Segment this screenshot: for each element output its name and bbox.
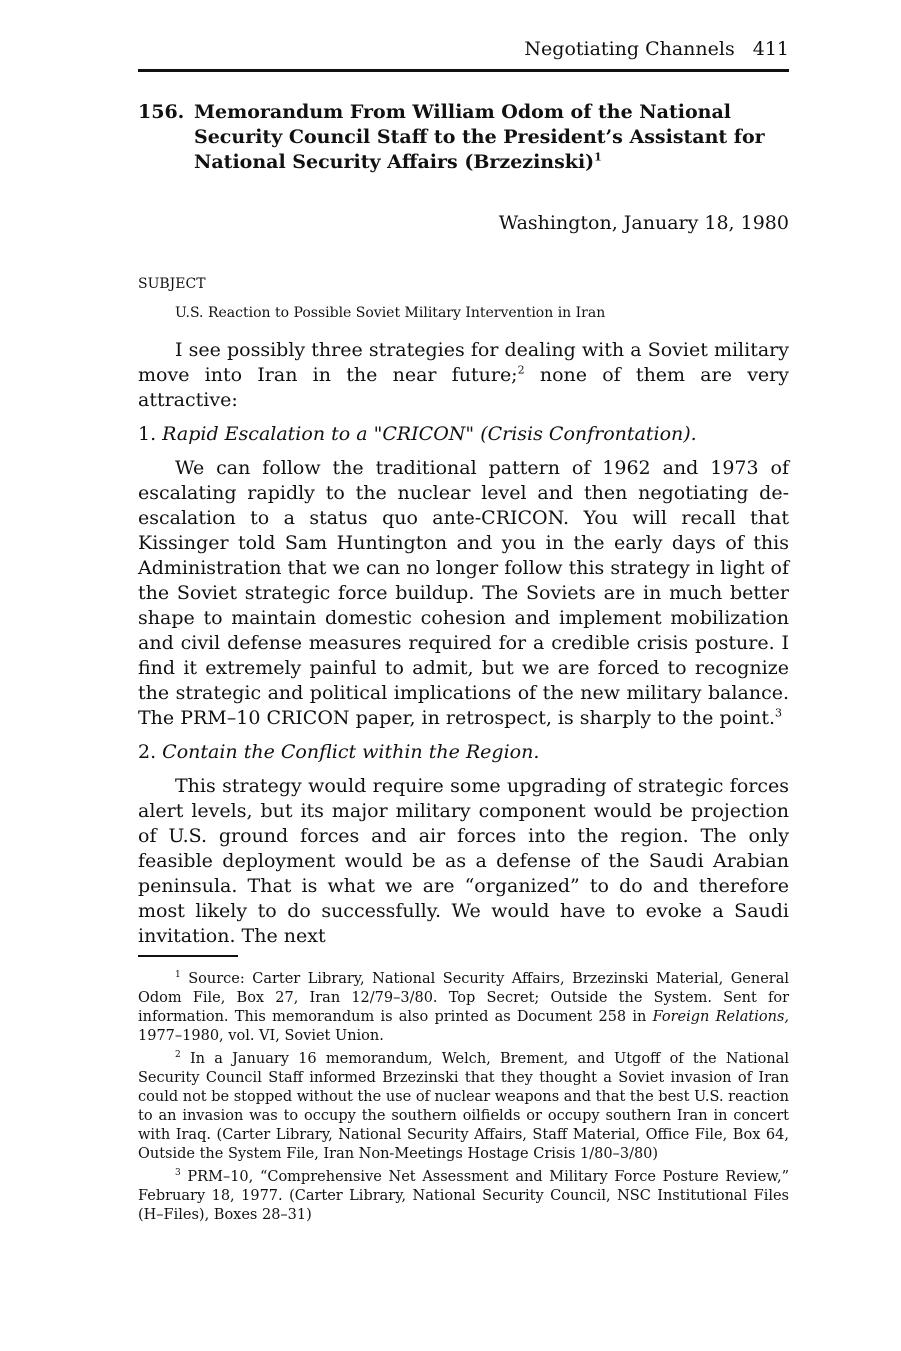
page-number: 411 bbox=[752, 38, 789, 60]
intro-paragraph: I see possibly three strategies for dealing with a Soviet military move into Iran in the near future;$^2$ none of them are very attractive: bbox=[138, 339, 789, 411]
footnote-3: $^3$ PRM–10, “Comprehensive Net Assessment and Military Force Posture Review,” February 18, 1977. (Carter Library, National Security Council, NSC Institutional Files (H–Files), Boxes 28–31) bbox=[138, 1168, 789, 1223]
footnote-ref-2: 2 bbox=[517, 363, 525, 377]
memo-body bbox=[138, 338, 789, 949]
subject-text: U.S. Reaction to Possible Soviet Military Intervention in Iran bbox=[175, 305, 606, 321]
footnote-2: $^2$ In a January 16 memorandum, Welch, Brement, and Utgoff of the National Security Council Staff informed Brzezinski that they thought a Soviet invasion of Iran could not be stopped without the use of nuclear weapons and that the best U.S. reaction to an invasion was to occupy the southern oilfields or occupy southern Iran in concert with Iraq. (Carter Library, National Security Affairs, Staff Material, Office File, Box 64, Outside the System File, Iran Non-Meetings Hostage Crisis 1/80–3/80) bbox=[138, 1050, 789, 1162]
running-title: Negotiating Channels bbox=[524, 38, 735, 60]
footnote-rule bbox=[138, 955, 238, 957]
running-header bbox=[524, 38, 789, 60]
document-number: 156. bbox=[138, 101, 185, 123]
strategy-2-heading: 2. Contain the Conflict within the Region. bbox=[138, 741, 540, 763]
strategy-2-paragraph: This strategy would require some upgrading of strategic forces alert levels, but its major military component would be projection of U.S. ground forces and air forces into the region. The only feasible deployment would be as a defense of the Saudi Arabian peninsula. That is what we are “organized” to do and therefore most likely to do successfully. We would have to evoke a Saudi invitation. The next bbox=[138, 775, 789, 947]
footnote-ref-1: 1 bbox=[594, 150, 602, 164]
strategy-1-heading: 1. Rapid Escalation to a "CRICON" (Crisis Confrontation). bbox=[138, 423, 697, 445]
strategy-1-paragraph: We can follow the traditional pattern of 1962 and 1973 of escalating rapidly to the nuclear level and then negotiating de-escalation to a status quo ante-CRICON. You will recall that Kissinger told Sam Huntington and you in the early days of this Administration that we can no longer follow this strategy in light of the Soviet strategic force buildup. The Soviets are in much better shape to maintain domestic cohesion and implement mobilization and civil defense measures required for a credible crisis posture. I find it extremely painful to admit, but we are forced to recognize the strategic and political implications of the new military balance. The PRM–10 CRICON paper, in retrospect, is sharply to the point.$^3$ bbox=[138, 457, 789, 729]
footnote-1: $^1$ Source: Carter Library, National Security Affairs, Brzezinski Material, General Odom File, Box 27, Iran 12/79–3/80. Top Secret; Outside the System. Sent for information. This memorandum is also printed as Document 258 in Foreign Relations, 1977–1980, vol. VI, Soviet Union. bbox=[138, 970, 789, 1044]
document-heading bbox=[138, 100, 789, 175]
dateline: Washington, January 18, 1980 bbox=[498, 212, 789, 234]
header-rule bbox=[138, 69, 789, 72]
document-title: Memorandum From William Odom of the National Security Council Staff to the President’s Assistant for National Security Affairs (Brzezinski) bbox=[194, 101, 765, 173]
footnotes bbox=[138, 970, 789, 1229]
footnote-ref-3: 3 bbox=[775, 706, 783, 720]
subject-label: SUBJECT bbox=[138, 276, 206, 292]
